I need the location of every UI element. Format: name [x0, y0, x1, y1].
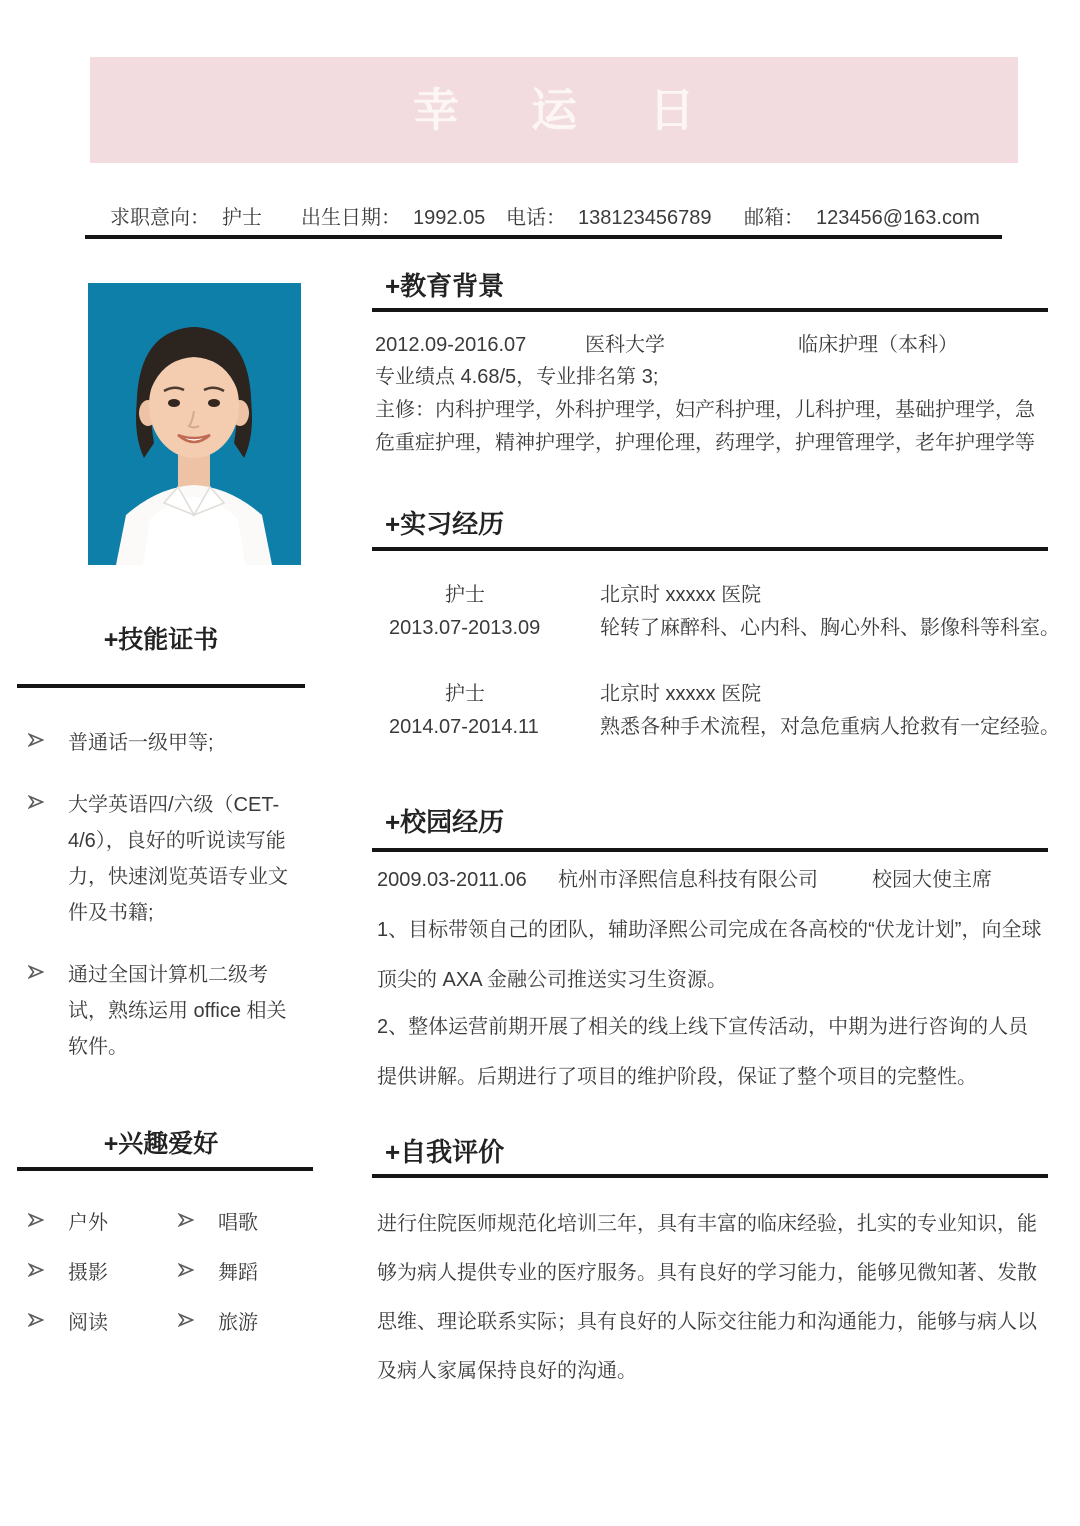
internship-org: 北京时 xxxxx 医院 — [600, 683, 762, 705]
info-email — [744, 203, 980, 233]
list-item — [178, 1206, 258, 1235]
skills-list — [28, 725, 296, 1091]
resume-title: 幸运日 — [413, 84, 767, 136]
hobby-item-text: 旅游 — [218, 1311, 258, 1334]
campus-divider — [372, 848, 1048, 852]
hobbies-row — [28, 1295, 310, 1345]
skill-item-text: 普通话一级甲等; — [68, 732, 214, 754]
internship-divider — [372, 547, 1048, 551]
portrait-photo-icon — [88, 283, 301, 565]
arrowhead-bullet-icon — [28, 725, 68, 752]
self-evaluation-section-title: +自我评价 — [385, 1137, 505, 1167]
campus-role: 校园大使主席 — [872, 869, 992, 891]
internship-desc: 轮转了麻醉科、心内科、胸心外科、影像科等科室。 — [600, 617, 1060, 639]
education-school: 医科大学 — [585, 334, 665, 356]
internship-org: 北京时 xxxxx 医院 — [600, 584, 762, 606]
hobbies-divider — [17, 1167, 313, 1171]
header-band — [90, 57, 1018, 163]
list-item — [28, 725, 296, 761]
hobby-item-text: 阅读 — [68, 1311, 108, 1334]
skills-divider — [17, 684, 305, 688]
info-label: 求职意向： — [110, 207, 210, 229]
info-value: 护士 — [222, 207, 262, 229]
arrowhead-bullet-icon — [178, 1263, 218, 1277]
campus-org: 杭州市泽熙信息科技有限公司 — [558, 869, 818, 891]
internship-period: 2013.07-2013.09 — [389, 617, 541, 639]
arrowhead-bullet-icon — [178, 1213, 218, 1227]
hobbies-section-title: +兴趣爱好 — [103, 1130, 219, 1158]
info-label: 电话： — [506, 207, 566, 229]
info-value: 123456@163.com — [816, 207, 980, 229]
education-section-title: +教育背景 — [385, 271, 505, 301]
list-item — [28, 1206, 178, 1235]
list-item — [28, 1306, 178, 1335]
internship-section-title: +实习经历 — [385, 509, 505, 539]
internship-role: 护士 — [445, 584, 485, 606]
info-label: 出生日期： — [301, 207, 401, 229]
info-birth-date — [301, 203, 485, 233]
internship-period: 2014.07-2014.11 — [389, 716, 539, 738]
hobby-item-text: 舞蹈 — [218, 1261, 258, 1284]
info-value: 1992.05 — [413, 207, 486, 229]
self-evaluation-text: 进行住院医师规范化培训三年，具有丰富的临床经验，扎实的专业知识，能够为病人提供专业的医疗服务。具有良好的学习能力，能够见微知著、发散思维、理论联系实际；具有良好的人际交往能力和沟通能力，能够与病人以及病人家属保持良好的沟通。 — [377, 1213, 1037, 1382]
list-item — [28, 787, 296, 931]
hobbies-grid — [28, 1195, 310, 1345]
campus-point: 2、整体运营前期开展了相关的线上线下宣传活动，中期为进行咨询的人员提供讲解。后期进行了项目的维护阶段，保证了整个项目的完整性。 — [377, 1016, 1029, 1088]
info-phone — [506, 203, 711, 233]
hobby-item-text: 摄影 — [68, 1261, 108, 1284]
education-courses: 主修：内科护理学，外科护理学，妇产科护理，儿科护理，基础护理学，急危重症护理，精神护理学，护理伦理，药理学，护理管理学，老年护理学等 — [375, 399, 1035, 454]
hobbies-row — [28, 1195, 310, 1245]
info-job-intent — [110, 203, 262, 233]
skills-section-title: +技能证书 — [103, 626, 219, 654]
skill-item-text: 大学英语四/六级（CET-4/6），良好的听说读写能力，快速浏览英语专业文件及书籍; — [68, 794, 288, 924]
arrowhead-bullet-icon — [178, 1313, 218, 1327]
internship-desc: 熟悉各种手术流程，对急危重病人抢救有一定经验。 — [600, 716, 1060, 738]
education-period: 2012.09-2016.07 — [375, 334, 527, 356]
arrowhead-bullet-icon — [28, 1213, 68, 1227]
campus-point: 1、目标带领自己的团队，辅助泽熙公司完成在各高校的“伏龙计划”，向全球顶尖的 AXA 金融公司推送实习生资源。 — [377, 919, 1042, 991]
hobbies-row — [28, 1245, 310, 1295]
info-divider — [85, 235, 1002, 239]
campus-section-title: +校园经历 — [385, 807, 505, 837]
arrowhead-bullet-icon — [28, 1313, 68, 1327]
info-label: 邮箱： — [744, 207, 804, 229]
list-item — [28, 957, 296, 1065]
self-evaluation-divider — [372, 1174, 1048, 1178]
info-value: 138123456789 — [578, 207, 712, 229]
skill-item-text: 通过全国计算机二级考试，熟练运用 office 相关软件。 — [68, 964, 287, 1058]
education-divider — [372, 308, 1048, 312]
arrowhead-bullet-icon — [28, 787, 68, 814]
hobby-item-text: 户外 — [68, 1211, 108, 1234]
campus-period: 2009.03-2011.06 — [377, 869, 527, 891]
education-major: 临床护理（本科） — [798, 334, 958, 356]
hobby-item-text: 唱歌 — [218, 1211, 258, 1234]
education-gpa: 专业绩点 4.68/5，专业排名第 3; — [375, 366, 659, 388]
internship-role: 护士 — [445, 683, 485, 705]
list-item — [178, 1306, 258, 1335]
list-item — [28, 1256, 178, 1285]
applicant-photo — [88, 283, 301, 565]
arrowhead-bullet-icon — [28, 957, 68, 984]
arrowhead-bullet-icon — [28, 1263, 68, 1277]
list-item — [178, 1256, 258, 1285]
